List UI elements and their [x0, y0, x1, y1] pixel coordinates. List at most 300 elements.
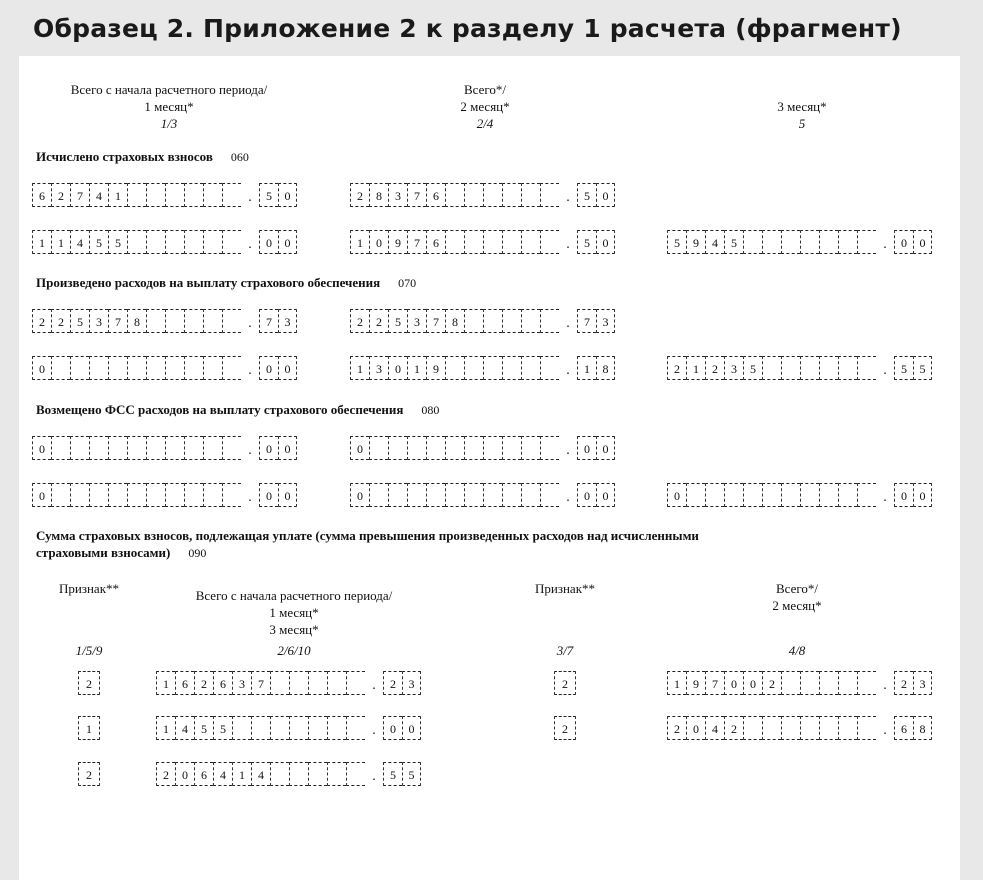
- digit-cell[interactable]: [762, 716, 781, 740]
- digit-cell[interactable]: 3: [596, 309, 615, 333]
- digit-cell[interactable]: 1: [156, 671, 175, 695]
- digit-cell[interactable]: [270, 671, 289, 695]
- digit-cell[interactable]: [89, 483, 108, 507]
- digit-cell[interactable]: 2: [667, 356, 686, 380]
- digit-cell[interactable]: [800, 716, 819, 740]
- digit-cell[interactable]: [346, 716, 365, 740]
- digit-cell[interactable]: [483, 183, 502, 207]
- digit-cell[interactable]: [857, 671, 876, 695]
- digit-cell[interactable]: [521, 356, 540, 380]
- digit-cell[interactable]: [800, 230, 819, 254]
- field-060-row2-col1[interactable]: [32, 230, 297, 260]
- digit-cell[interactable]: 0: [894, 483, 913, 507]
- digit-cell[interactable]: 3: [402, 671, 421, 695]
- digit-cell[interactable]: [464, 356, 483, 380]
- digit-cell[interactable]: 5: [259, 183, 278, 207]
- digit-cell[interactable]: [521, 183, 540, 207]
- digit-cell[interactable]: [184, 356, 203, 380]
- digit-cell[interactable]: 6: [32, 183, 51, 207]
- digit-cell[interactable]: [222, 483, 241, 507]
- digit-cell[interactable]: 7: [70, 183, 89, 207]
- digit-cell[interactable]: 1: [232, 762, 251, 786]
- digit-cell[interactable]: 8: [913, 716, 932, 740]
- digit-cell[interactable]: 8: [369, 183, 388, 207]
- digit-cell[interactable]: [838, 230, 857, 254]
- digit-cell[interactable]: 5: [108, 230, 127, 254]
- field-090-left-2[interactable]: [156, 716, 421, 746]
- decimal-point: .: [566, 316, 570, 331]
- digit-cell[interactable]: 7: [259, 309, 278, 333]
- digit-cell[interactable]: [222, 230, 241, 254]
- digit-cell[interactable]: [127, 483, 146, 507]
- digit-cell[interactable]: [203, 436, 222, 460]
- digit-cell[interactable]: [540, 183, 559, 207]
- digit-cell[interactable]: [184, 436, 203, 460]
- field-060-row2-col3[interactable]: [667, 230, 932, 260]
- digit-cell[interactable]: 1: [686, 356, 705, 380]
- digit-cell[interactable]: [51, 436, 70, 460]
- digit-cell[interactable]: [146, 356, 165, 380]
- digit-cell[interactable]: 0: [259, 230, 278, 254]
- sign-field-left-3[interactable]: 2: [78, 762, 100, 786]
- digit-cell[interactable]: [502, 483, 521, 507]
- field-070-row1-col2[interactable]: [350, 309, 615, 339]
- decimal-point: .: [566, 443, 570, 458]
- digit-cell[interactable]: 1: [32, 230, 51, 254]
- digit-cell[interactable]: 2: [32, 309, 51, 333]
- digit-cell[interactable]: [502, 230, 521, 254]
- digit-cell[interactable]: 0: [724, 671, 743, 695]
- digit-cell[interactable]: [521, 309, 540, 333]
- digit-cell[interactable]: [327, 716, 346, 740]
- digit-cell[interactable]: [464, 436, 483, 460]
- digit-cell[interactable]: 3: [388, 183, 407, 207]
- digit-cell[interactable]: [483, 436, 502, 460]
- digit-cell[interactable]: [108, 436, 127, 460]
- digit-cell[interactable]: [781, 230, 800, 254]
- digit-cell[interactable]: [540, 309, 559, 333]
- digit-cell[interactable]: [540, 483, 559, 507]
- digit-cell[interactable]: 7: [426, 309, 445, 333]
- digit-cell[interactable]: 2: [667, 716, 686, 740]
- digit-cell[interactable]: [445, 436, 464, 460]
- digit-cell[interactable]: [203, 483, 222, 507]
- digit-cell[interactable]: [407, 436, 426, 460]
- digit-cell[interactable]: [89, 436, 108, 460]
- digit-cell[interactable]: [146, 183, 165, 207]
- digit-cell[interactable]: 4: [705, 230, 724, 254]
- digit-cell[interactable]: [464, 483, 483, 507]
- digit-cell[interactable]: 2: [51, 309, 70, 333]
- digit-cell[interactable]: 3: [369, 356, 388, 380]
- digit-cell[interactable]: [165, 230, 184, 254]
- digit-cell[interactable]: 1: [156, 716, 175, 740]
- digit-cell[interactable]: 5: [667, 230, 686, 254]
- header-col1-line2: 1 месяц*: [144, 99, 194, 114]
- decimal-point: .: [883, 678, 887, 693]
- digit-cell[interactable]: [521, 436, 540, 460]
- digit-cell[interactable]: [521, 483, 540, 507]
- digit-cell[interactable]: [232, 716, 251, 740]
- digit-cell[interactable]: [308, 671, 327, 695]
- field-080-row1-col1[interactable]: [32, 436, 297, 466]
- decimal-point: .: [248, 190, 252, 205]
- digit-cell[interactable]: [184, 483, 203, 507]
- digit-cell[interactable]: 0: [32, 356, 51, 380]
- section-080-code: 080: [421, 403, 440, 417]
- digit-cell[interactable]: [464, 183, 483, 207]
- digit-cell[interactable]: 6: [894, 716, 913, 740]
- digit-cell[interactable]: 0: [278, 483, 297, 507]
- total-header-left-line1: Всего с начала расчетного периода/: [195, 588, 393, 603]
- digit-cell[interactable]: [127, 356, 146, 380]
- digit-cell[interactable]: 0: [278, 356, 297, 380]
- digit-cell[interactable]: [781, 483, 800, 507]
- digit-cell[interactable]: 2: [383, 671, 402, 695]
- digit-cell[interactable]: 5: [743, 356, 762, 380]
- digit-cell[interactable]: 2: [156, 762, 175, 786]
- digit-cell[interactable]: [127, 436, 146, 460]
- digit-cell[interactable]: [426, 483, 445, 507]
- digit-cell[interactable]: [819, 483, 838, 507]
- decimal-point: .: [566, 490, 570, 505]
- field-060-row1-col1[interactable]: [32, 183, 297, 213]
- field-060-row1-col2[interactable]: [350, 183, 615, 213]
- digit-cell[interactable]: 3: [407, 309, 426, 333]
- digit-cell[interactable]: [203, 309, 222, 333]
- digit-cell[interactable]: [308, 762, 327, 786]
- digit-cell[interactable]: 0: [278, 436, 297, 460]
- sign-field-left-1[interactable]: 2: [78, 671, 100, 695]
- digit-cell[interactable]: 2: [51, 183, 70, 207]
- digit-cell[interactable]: [222, 309, 241, 333]
- digit-cell[interactable]: [388, 483, 407, 507]
- digit-cell[interactable]: 0: [913, 483, 932, 507]
- digit-cell[interactable]: [838, 356, 857, 380]
- digit-cell[interactable]: [184, 183, 203, 207]
- field-080-row2-col3[interactable]: [667, 483, 932, 513]
- digit-cell[interactable]: [127, 183, 146, 207]
- digit-cell[interactable]: [705, 483, 724, 507]
- digit-cell[interactable]: [203, 230, 222, 254]
- digit-cell[interactable]: [369, 436, 388, 460]
- digit-cell[interactable]: [146, 309, 165, 333]
- digit-cell[interactable]: 4: [89, 183, 108, 207]
- digit-cell[interactable]: 1: [51, 230, 70, 254]
- digit-cell[interactable]: 2: [350, 183, 369, 207]
- field-080-row2-col1[interactable]: [32, 483, 297, 513]
- digit-cell[interactable]: [686, 483, 705, 507]
- digit-cell[interactable]: 0: [175, 762, 194, 786]
- digit-cell[interactable]: 5: [89, 230, 108, 254]
- digit-cell[interactable]: [222, 436, 241, 460]
- digit-cell[interactable]: [251, 716, 270, 740]
- digit-cell[interactable]: [857, 356, 876, 380]
- digit-cell[interactable]: [540, 356, 559, 380]
- digit-cell[interactable]: 0: [596, 436, 615, 460]
- digit-cell[interactable]: [346, 762, 365, 786]
- digit-cell[interactable]: 6: [213, 671, 232, 695]
- digit-cell[interactable]: 2: [724, 716, 743, 740]
- digit-cell[interactable]: [289, 671, 308, 695]
- digit-cell[interactable]: [165, 483, 184, 507]
- digit-cell[interactable]: [327, 671, 346, 695]
- digit-cell[interactable]: 2: [762, 671, 781, 695]
- digit-cell[interactable]: [781, 356, 800, 380]
- decimal-point: .: [372, 723, 376, 738]
- digit-cell[interactable]: [89, 356, 108, 380]
- digit-cell[interactable]: [724, 483, 743, 507]
- digit-cell[interactable]: [203, 356, 222, 380]
- field-080-row2-col2[interactable]: [350, 483, 615, 513]
- digit-cell[interactable]: 1: [407, 356, 426, 380]
- digit-cell[interactable]: [51, 356, 70, 380]
- digit-cell[interactable]: [762, 356, 781, 380]
- code-total-left: 2/6/10: [277, 643, 311, 658]
- digit-cell[interactable]: 0: [278, 230, 297, 254]
- digit-cell[interactable]: [203, 183, 222, 207]
- digit-cell[interactable]: 9: [686, 671, 705, 695]
- digit-cell[interactable]: [743, 230, 762, 254]
- digit-cell[interactable]: 0: [577, 483, 596, 507]
- digit-cell[interactable]: [70, 436, 89, 460]
- digit-cell[interactable]: 4: [175, 716, 194, 740]
- digit-cell[interactable]: 0: [350, 483, 369, 507]
- sign-field-left-2[interactable]: 1: [78, 716, 100, 740]
- digit-cell[interactable]: [781, 671, 800, 695]
- digit-cell[interactable]: 0: [259, 356, 278, 380]
- digit-cell[interactable]: 7: [407, 183, 426, 207]
- digit-cell[interactable]: [270, 716, 289, 740]
- digit-cell[interactable]: [819, 230, 838, 254]
- digit-cell[interactable]: [483, 483, 502, 507]
- field-090-left-1[interactable]: [156, 671, 421, 701]
- digit-cell[interactable]: [800, 356, 819, 380]
- digit-cell[interactable]: 3: [913, 671, 932, 695]
- digit-cell[interactable]: [222, 356, 241, 380]
- digit-cell[interactable]: [222, 183, 241, 207]
- digit-cell[interactable]: 7: [577, 309, 596, 333]
- field-090-left-3[interactable]: [156, 762, 421, 792]
- digit-cell[interactable]: 5: [70, 309, 89, 333]
- digit-cell[interactable]: [369, 483, 388, 507]
- digit-cell[interactable]: [146, 436, 165, 460]
- digit-cell[interactable]: [51, 483, 70, 507]
- digit-cell[interactable]: [70, 483, 89, 507]
- digit-cell[interactable]: 0: [686, 716, 705, 740]
- digit-cell[interactable]: 8: [596, 356, 615, 380]
- digit-cell[interactable]: [838, 483, 857, 507]
- digit-cell[interactable]: 5: [894, 356, 913, 380]
- digit-cell[interactable]: [521, 230, 540, 254]
- digit-cell[interactable]: [146, 483, 165, 507]
- digit-cell[interactable]: 5: [577, 230, 596, 254]
- digit-cell[interactable]: 0: [894, 230, 913, 254]
- digit-cell[interactable]: 8: [445, 309, 464, 333]
- digit-cell[interactable]: 4: [213, 762, 232, 786]
- digit-cell[interactable]: 0: [259, 436, 278, 460]
- digit-cell[interactable]: [108, 483, 127, 507]
- digit-cell[interactable]: [743, 716, 762, 740]
- header-col3: [722, 98, 882, 132]
- digit-cell[interactable]: [270, 762, 289, 786]
- digit-cell[interactable]: [445, 483, 464, 507]
- digit-cell[interactable]: 7: [108, 309, 127, 333]
- digit-cell[interactable]: 1: [667, 671, 686, 695]
- digit-cell[interactable]: 7: [705, 671, 724, 695]
- digit-cell[interactable]: 0: [667, 483, 686, 507]
- digit-cell[interactable]: 3: [232, 671, 251, 695]
- field-070-row1-col1[interactable]: [32, 309, 297, 339]
- digit-cell[interactable]: [483, 309, 502, 333]
- digit-cell[interactable]: [743, 483, 762, 507]
- field-080-row1-col2[interactable]: [350, 436, 615, 466]
- digit-cell[interactable]: [540, 436, 559, 460]
- digit-cell[interactable]: 5: [913, 356, 932, 380]
- digit-cell[interactable]: 0: [350, 436, 369, 460]
- field-070-row2-col1[interactable]: [32, 356, 297, 386]
- digit-cell[interactable]: 0: [383, 716, 402, 740]
- digit-cell[interactable]: [502, 356, 521, 380]
- digit-cell[interactable]: [483, 230, 502, 254]
- digit-cell[interactable]: 9: [686, 230, 705, 254]
- digit-cell[interactable]: [502, 309, 521, 333]
- digit-cell[interactable]: [781, 716, 800, 740]
- digit-cell[interactable]: 0: [596, 183, 615, 207]
- digit-cell[interactable]: [819, 356, 838, 380]
- digit-cell[interactable]: 0: [278, 183, 297, 207]
- section-090-label: [36, 527, 699, 562]
- field-070-row2-col3[interactable]: [667, 356, 932, 386]
- digit-cell[interactable]: [426, 436, 445, 460]
- digit-cell[interactable]: [857, 716, 876, 740]
- digit-cell[interactable]: 5: [402, 762, 421, 786]
- digit-cell[interactable]: 0: [259, 483, 278, 507]
- digit-cell[interactable]: 0: [596, 483, 615, 507]
- digit-cell[interactable]: 3: [278, 309, 297, 333]
- digit-cell[interactable]: [289, 716, 308, 740]
- digit-cell[interactable]: 6: [426, 230, 445, 254]
- digit-cell[interactable]: 1: [350, 356, 369, 380]
- digit-cell[interactable]: [857, 483, 876, 507]
- digit-cell[interactable]: 3: [89, 309, 108, 333]
- digit-cell[interactable]: [838, 671, 857, 695]
- digit-cell[interactable]: [184, 230, 203, 254]
- digit-cell[interactable]: 2: [194, 671, 213, 695]
- digit-cell[interactable]: [165, 436, 184, 460]
- digit-cell[interactable]: 6: [426, 183, 445, 207]
- digit-cell[interactable]: [346, 671, 365, 695]
- digit-cell[interactable]: [819, 671, 838, 695]
- digit-cell[interactable]: 2: [350, 309, 369, 333]
- digit-cell[interactable]: [540, 230, 559, 254]
- digit-cell[interactable]: 6: [194, 762, 213, 786]
- digit-cell[interactable]: [308, 716, 327, 740]
- digit-cell[interactable]: [146, 230, 165, 254]
- digit-cell[interactable]: [165, 183, 184, 207]
- digit-cell[interactable]: [327, 762, 346, 786]
- digit-cell[interactable]: [800, 483, 819, 507]
- decimal-point: .: [248, 316, 252, 331]
- digit-cell[interactable]: [127, 230, 146, 254]
- digit-cell[interactable]: [407, 483, 426, 507]
- digit-cell[interactable]: 4: [705, 716, 724, 740]
- digit-cell[interactable]: 0: [596, 230, 615, 254]
- digit-cell[interactable]: [800, 671, 819, 695]
- sign-field-right-1[interactable]: 2: [554, 671, 576, 695]
- digit-cell[interactable]: 5: [388, 309, 407, 333]
- field-090-right-1[interactable]: [667, 671, 932, 701]
- digit-cell[interactable]: 1: [108, 183, 127, 207]
- digit-cell[interactable]: 1: [577, 356, 596, 380]
- digit-cell[interactable]: [762, 483, 781, 507]
- digit-cell[interactable]: 0: [369, 230, 388, 254]
- field-060-row2-col2[interactable]: [350, 230, 615, 260]
- digit-cell[interactable]: 0: [32, 483, 51, 507]
- digit-cell[interactable]: [445, 356, 464, 380]
- digit-cell[interactable]: 9: [426, 356, 445, 380]
- digit-cell[interactable]: 5: [577, 183, 596, 207]
- digit-cell[interactable]: 5: [194, 716, 213, 740]
- digit-cell[interactable]: 0: [913, 230, 932, 254]
- digit-cell[interactable]: 4: [70, 230, 89, 254]
- digit-cell[interactable]: [445, 230, 464, 254]
- digit-cell[interactable]: 0: [388, 356, 407, 380]
- digit-cell[interactable]: 6: [175, 671, 194, 695]
- digit-cell[interactable]: [502, 183, 521, 207]
- digit-cell[interactable]: 2: [894, 671, 913, 695]
- digit-cell[interactable]: 0: [402, 716, 421, 740]
- digit-cell[interactable]: 0: [577, 436, 596, 460]
- digit-cell[interactable]: 4: [251, 762, 270, 786]
- digit-cell[interactable]: [762, 230, 781, 254]
- digit-cell[interactable]: [165, 309, 184, 333]
- digit-cell[interactable]: 3: [724, 356, 743, 380]
- digit-cell[interactable]: 5: [213, 716, 232, 740]
- digit-cell[interactable]: 5: [724, 230, 743, 254]
- field-070-row2-col2[interactable]: [350, 356, 615, 386]
- digit-cell[interactable]: [445, 183, 464, 207]
- digit-cell[interactable]: 2: [705, 356, 724, 380]
- field-090-right-2[interactable]: [667, 716, 932, 746]
- digit-cell[interactable]: 0: [32, 436, 51, 460]
- digit-cell[interactable]: [819, 716, 838, 740]
- digit-cell[interactable]: 1: [350, 230, 369, 254]
- form-sheet: [19, 56, 960, 880]
- sign-field-right-2[interactable]: 2: [554, 716, 576, 740]
- digit-cell[interactable]: 2: [369, 309, 388, 333]
- digit-cell[interactable]: 9: [388, 230, 407, 254]
- digit-cell[interactable]: [857, 230, 876, 254]
- digit-cell[interactable]: [464, 309, 483, 333]
- digit-cell[interactable]: [838, 716, 857, 740]
- digit-cell[interactable]: [165, 356, 184, 380]
- digit-cell[interactable]: [388, 436, 407, 460]
- digit-cell[interactable]: 7: [251, 671, 270, 695]
- digit-cell[interactable]: 8: [127, 309, 146, 333]
- digit-cell[interactable]: 7: [407, 230, 426, 254]
- digit-cell[interactable]: [184, 309, 203, 333]
- header-col3-line1: 3 месяц*: [777, 99, 827, 114]
- digit-cell[interactable]: [464, 230, 483, 254]
- digit-cell[interactable]: [70, 356, 89, 380]
- digit-cell[interactable]: [289, 762, 308, 786]
- digit-cell[interactable]: 5: [383, 762, 402, 786]
- digit-cell[interactable]: [483, 356, 502, 380]
- digit-cell[interactable]: [108, 356, 127, 380]
- digit-cell[interactable]: 0: [743, 671, 762, 695]
- digit-cell[interactable]: [502, 436, 521, 460]
